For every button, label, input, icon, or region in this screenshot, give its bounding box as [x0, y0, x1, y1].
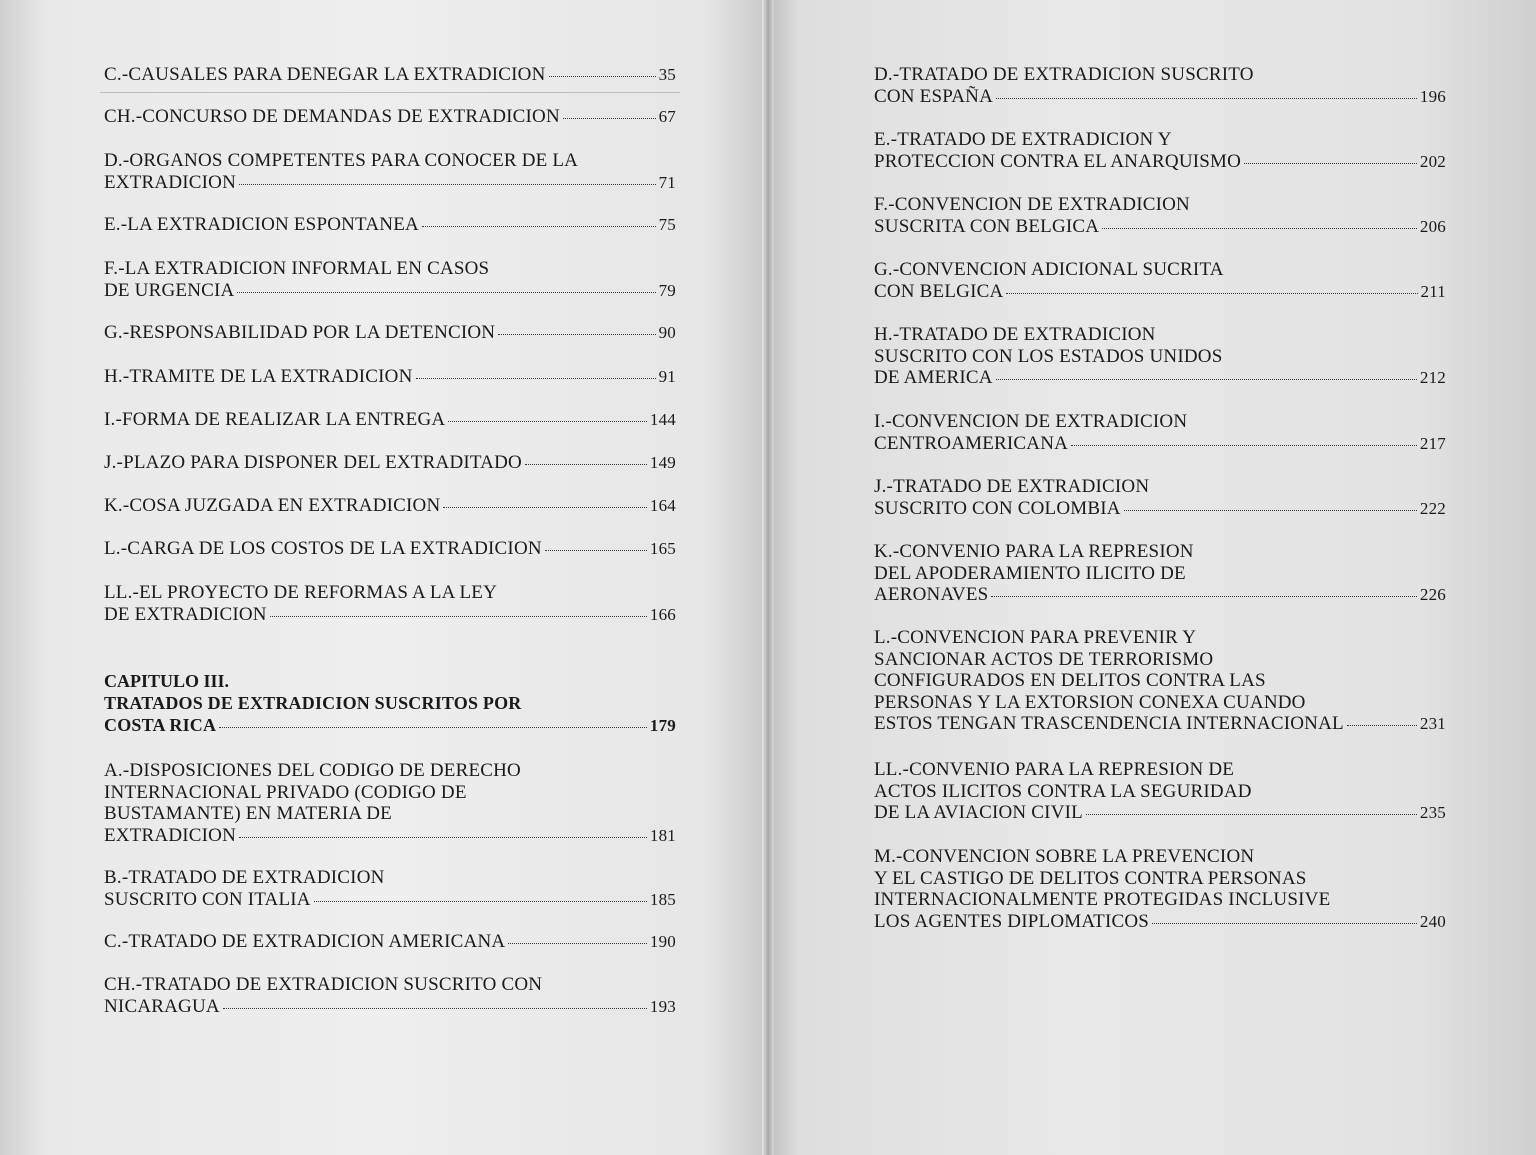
toc-page-number: 35 — [658, 65, 676, 84]
toc-page-number: 202 — [1419, 151, 1446, 171]
toc-entry — [874, 627, 1446, 735]
toc-entry-title: CENTROAMERICANA — [874, 432, 1069, 454]
toc-entry-line — [104, 322, 676, 344]
toc-entry-title: A.-DISPOSICIONES DEL CODIGO DE DERECHO — [104, 760, 521, 781]
dot-leader — [314, 900, 647, 902]
toc-entry-title: G.-RESPONSABILIDAD POR LA DETENCION — [104, 322, 496, 343]
dot-leader — [416, 377, 656, 379]
toc-entry — [104, 974, 676, 1017]
chapter-heading — [104, 671, 676, 693]
toc-entry-line — [874, 194, 1446, 216]
toc-entry-title: DE AMERICA — [874, 367, 993, 388]
toc-entry-line — [104, 409, 676, 431]
toc-entry — [874, 476, 1446, 519]
toc-entry-line — [104, 172, 676, 194]
toc-entry-line — [874, 584, 1446, 606]
toc-entry — [104, 931, 676, 953]
toc-entry-line — [104, 106, 676, 128]
toc-entry-title: CH.-CONCURSO DE DEMANDAS DE EXTRADICION — [104, 106, 560, 127]
toc-page-number: 181 — [649, 825, 676, 845]
toc-page-number: 144 — [649, 410, 676, 429]
dot-leader — [525, 463, 647, 465]
toc-entry-line — [874, 868, 1446, 890]
toc-page-number: 231 — [1419, 714, 1446, 733]
toc-entry-title: PERSONAS Y LA EXTORSION CONEXA CUANDO — [874, 691, 1306, 713]
toc-entry-line — [104, 258, 676, 280]
toc-entry-title: LL.-EL PROYECTO DE REFORMAS A LA LEY — [104, 582, 498, 603]
toc-entry-line — [104, 452, 676, 474]
toc-entry-line — [874, 563, 1446, 585]
toc-entry-line — [874, 911, 1446, 933]
toc-entry-line — [874, 541, 1446, 563]
chapter-label: CAPITULO III. — [104, 671, 230, 691]
toc-entry-title: J.-PLAZO PARA DISPONER DEL EXTRADITADO — [104, 452, 522, 473]
toc-entry-title: E.-LA EXTRADICION ESPONTANEA — [104, 214, 419, 235]
dot-leader — [996, 378, 1417, 380]
toc-page-number: 211 — [1420, 281, 1446, 301]
toc-entry — [104, 760, 676, 846]
chapter-title — [104, 693, 676, 736]
toc-entry-line — [104, 150, 676, 172]
toc-page-number: 71 — [658, 172, 676, 192]
toc-page-number: 185 — [649, 889, 676, 909]
toc-entry-title: C.-CAUSALES PARA DENEGAR LA EXTRADICION — [104, 64, 546, 85]
toc-entry — [104, 867, 676, 910]
toc-entry-title: I.-FORMA DE REALIZAR LA ENTREGA — [104, 409, 446, 430]
toc-entry-line — [104, 693, 676, 715]
toc-entry — [104, 366, 676, 388]
toc-entry-title: INTERNACIONALMENTE PROTEGIDAS INCLUSIVE — [874, 889, 1331, 910]
dot-leader — [237, 291, 655, 293]
toc-entry-title: SANCIONAR ACTOS DE TERRORISMO — [874, 648, 1214, 670]
toc-entry-title: LOS AGENTES DIPLOMATICOS — [874, 910, 1150, 932]
toc-entry — [874, 194, 1446, 237]
toc-entry-line — [104, 64, 676, 86]
toc-entry-line — [104, 974, 676, 996]
toc-entry-title: K.-CONVENIO PARA LA REPRESION — [874, 541, 1194, 562]
toc-entry-line — [874, 64, 1446, 86]
toc-entry-title: Y EL CASTIGO DE DELITOS CONTRA PERSONAS — [874, 867, 1307, 889]
toc-entry — [104, 106, 676, 128]
toc-entry-title: ESTOS TENGAN TRASCENDENCIA INTERNACIONAL — [874, 713, 1344, 734]
toc-entry-line — [874, 802, 1446, 824]
toc-entry-title: C.-TRATADO DE EXTRADICION AMERICANA — [104, 931, 506, 952]
toc-entry-title: DE LA AVIACION CIVIL — [874, 802, 1083, 823]
toc-entry-title: CONFIGURADOS EN DELITOS CONTRA LAS — [874, 670, 1266, 691]
toc-entry-title: K.-COSA JUZGADA EN EXTRADICION — [104, 495, 441, 516]
toc-entry — [874, 411, 1446, 454]
toc-entry-line — [104, 996, 676, 1018]
toc-page-number: 206 — [1419, 216, 1446, 236]
toc-entry-title: CH.-TRATADO DE EXTRADICION SUSCRITO CON — [104, 974, 543, 995]
toc-entry-line — [104, 495, 676, 517]
toc-entry-line — [874, 411, 1446, 433]
toc-entry-title: COSTA RICA — [104, 714, 217, 735]
toc-page-number: 166 — [649, 604, 676, 624]
toc-entry — [104, 582, 676, 625]
toc-entry — [104, 322, 676, 344]
toc-entry — [104, 214, 676, 236]
toc-entry-title: LL.-CONVENIO PARA LA REPRESION DE — [874, 759, 1235, 780]
toc-page-number: 179 — [649, 715, 676, 735]
book-gutter — [762, 0, 774, 1155]
toc-entry — [874, 541, 1446, 606]
toc-entry-line — [874, 649, 1446, 671]
toc-entry-line — [874, 889, 1446, 911]
toc-entry-line — [874, 692, 1446, 714]
toc-entry-line — [874, 259, 1446, 281]
toc-entry — [104, 409, 676, 431]
toc-entry-title: DEL APODERAMIENTO ILICITO DE — [874, 562, 1186, 584]
toc-entry-line — [874, 129, 1446, 151]
toc-entry-line — [874, 781, 1446, 803]
toc-entry-title: G.-CONVENCION ADICIONAL SUCRITA — [874, 259, 1224, 280]
toc-entry-line — [874, 846, 1446, 868]
dot-leader — [1347, 724, 1417, 726]
toc-entry — [104, 452, 676, 474]
toc-entry-line — [874, 151, 1446, 173]
dot-leader — [1006, 292, 1417, 294]
dot-leader — [448, 420, 647, 422]
toc-entry-line — [104, 803, 676, 825]
toc-entry-title: EXTRADICION — [104, 824, 237, 846]
toc-entry-title: H.-TRAMITE DE LA EXTRADICION — [104, 366, 413, 387]
dot-leader — [270, 615, 647, 617]
dot-leader — [1152, 922, 1417, 924]
toc-entry-line — [104, 889, 676, 911]
toc-entry-line — [874, 216, 1446, 238]
toc-entry-line — [874, 433, 1446, 455]
toc-entry-title: SUSCRITO CON COLOMBIA — [874, 497, 1121, 519]
toc-entry-title: H.-TRATADO DE EXTRADICION — [874, 324, 1156, 345]
toc-entry-title: F.-CONVENCION DE EXTRADICION — [874, 194, 1190, 215]
toc-entry-line — [874, 627, 1446, 649]
toc-entry-title: DE EXTRADICION — [104, 603, 267, 625]
toc-entry-line — [104, 280, 676, 302]
dot-leader — [563, 117, 656, 119]
dot-leader — [223, 1007, 647, 1009]
toc-entry-line — [104, 715, 676, 737]
dot-leader — [498, 333, 655, 335]
toc-entry-line — [874, 324, 1446, 346]
dot-leader — [991, 595, 1416, 597]
toc-entry-line — [874, 498, 1446, 520]
toc-entry-line — [874, 759, 1446, 781]
toc-entry-line — [874, 367, 1446, 389]
toc-page-number: 235 — [1419, 803, 1446, 822]
toc-page-number: 67 — [658, 107, 676, 126]
toc-entry — [874, 759, 1446, 824]
toc-entry-title: BUSTAMANTE) EN MATERIA DE — [104, 803, 392, 824]
toc-entry-title: TRATADOS DE EXTRADICION SUSCRITOS POR — [104, 693, 522, 713]
toc-entry-line — [104, 931, 676, 953]
toc-entry-title: E.-TRATADO DE EXTRADICION Y — [874, 129, 1172, 150]
toc-entry-line — [874, 670, 1446, 692]
toc-entry-title: M.-CONVENCION SOBRE LA PREVENCION — [874, 846, 1255, 867]
toc-entry-line — [104, 214, 676, 236]
toc-entry-line — [104, 366, 676, 388]
dot-leader — [1071, 444, 1417, 446]
dot-leader — [549, 75, 656, 77]
toc-entry-title: SUSCRITA CON BELGICA — [874, 215, 1100, 237]
toc-entry-title: AERONAVES — [874, 584, 989, 605]
dot-leader — [545, 549, 647, 551]
toc-entry-title: L.-CONVENCION PARA PREVENIR Y — [874, 627, 1197, 648]
dot-leader — [443, 506, 647, 508]
toc-page-number: 90 — [658, 323, 676, 342]
toc-page-number: 240 — [1419, 911, 1446, 931]
dot-leader — [508, 942, 647, 944]
toc-page-number: 149 — [649, 453, 676, 472]
toc-entry-line — [104, 760, 676, 782]
toc-entry — [874, 129, 1446, 172]
toc-entry-title: F.-LA EXTRADICION INFORMAL EN CASOS — [104, 258, 490, 279]
toc-entry-line — [874, 281, 1446, 303]
toc-entry-title: B.-TRATADO DE EXTRADICION — [104, 867, 385, 888]
toc-entry-title: SUSCRITO CON LOS ESTADOS UNIDOS — [874, 345, 1223, 367]
dot-leader — [422, 225, 656, 227]
toc-entry-title: L.-CARGA DE LOS COSTOS DE LA EXTRADICION — [104, 538, 542, 559]
toc-entry — [104, 538, 676, 560]
toc-entry-title: INTERNACIONAL PRIVADO (CODIGO DE — [104, 781, 467, 803]
toc-entry — [874, 259, 1446, 302]
dot-leader — [219, 726, 647, 728]
toc-entry-title: CON ESPAÑA — [874, 85, 994, 107]
toc-page-number: 222 — [1419, 498, 1446, 518]
toc-entry-title: NICARAGUA — [104, 995, 220, 1017]
toc-entry-line — [104, 782, 676, 804]
dot-leader — [996, 97, 1417, 99]
toc-entry-line — [104, 538, 676, 560]
toc-entry-line — [874, 346, 1446, 368]
toc-entry-line — [874, 713, 1446, 735]
toc-entry — [874, 846, 1446, 932]
toc-entry — [104, 64, 676, 86]
toc-entry-title: CON BELGICA — [874, 280, 1004, 302]
toc-entry-line — [104, 604, 676, 626]
toc-entry-title: SUSCRITO CON ITALIA — [104, 888, 311, 910]
dot-leader — [239, 183, 656, 185]
dot-leader — [1102, 227, 1417, 229]
toc-entry-title: I.-CONVENCION DE EXTRADICION — [874, 411, 1188, 432]
toc-page-number: 196 — [1419, 86, 1446, 106]
dot-leader — [1124, 509, 1417, 511]
toc-entry-title: D.-TRATADO DE EXTRADICION SUSCRITO — [874, 64, 1254, 85]
toc-page-number: 79 — [658, 280, 676, 300]
toc-page-number: 91 — [658, 367, 676, 386]
toc-entry-line — [104, 867, 676, 889]
toc-page-number: 193 — [649, 996, 676, 1016]
toc-entry-title: PROTECCION CONTRA EL ANARQUISMO — [874, 150, 1242, 172]
toc-page-number: 226 — [1419, 585, 1446, 604]
toc-entry-title: DE URGENCIA — [104, 279, 235, 301]
toc-entry-title: D.-ORGANOS COMPETENTES PARA CONOCER DE LA — [104, 150, 579, 171]
toc-page-number: 165 — [649, 539, 676, 558]
toc-page-number: 164 — [649, 496, 676, 515]
toc-entry — [104, 150, 676, 193]
dot-leader — [1086, 813, 1417, 815]
toc-entry — [874, 324, 1446, 389]
header-rule — [100, 92, 680, 93]
toc-entry-line — [874, 86, 1446, 108]
toc-page-number: 217 — [1419, 433, 1446, 453]
toc-entry-line — [104, 825, 676, 847]
toc-entry — [874, 64, 1446, 107]
toc-entry — [104, 258, 676, 301]
toc-entry-title: J.-TRATADO DE EXTRADICION — [874, 476, 1150, 497]
toc-entry-line — [874, 476, 1446, 498]
toc-entry — [104, 495, 676, 517]
toc-page-number: 190 — [649, 932, 676, 951]
toc-entry-title: EXTRADICION — [104, 171, 237, 193]
dot-leader — [1244, 162, 1417, 164]
dot-leader — [239, 836, 647, 838]
toc-entry-line — [104, 582, 676, 604]
toc-page-number: 75 — [658, 215, 676, 234]
toc-page-number: 212 — [1419, 368, 1446, 387]
toc-entry-title: ACTOS ILICITOS CONTRA LA SEGURIDAD — [874, 780, 1252, 802]
